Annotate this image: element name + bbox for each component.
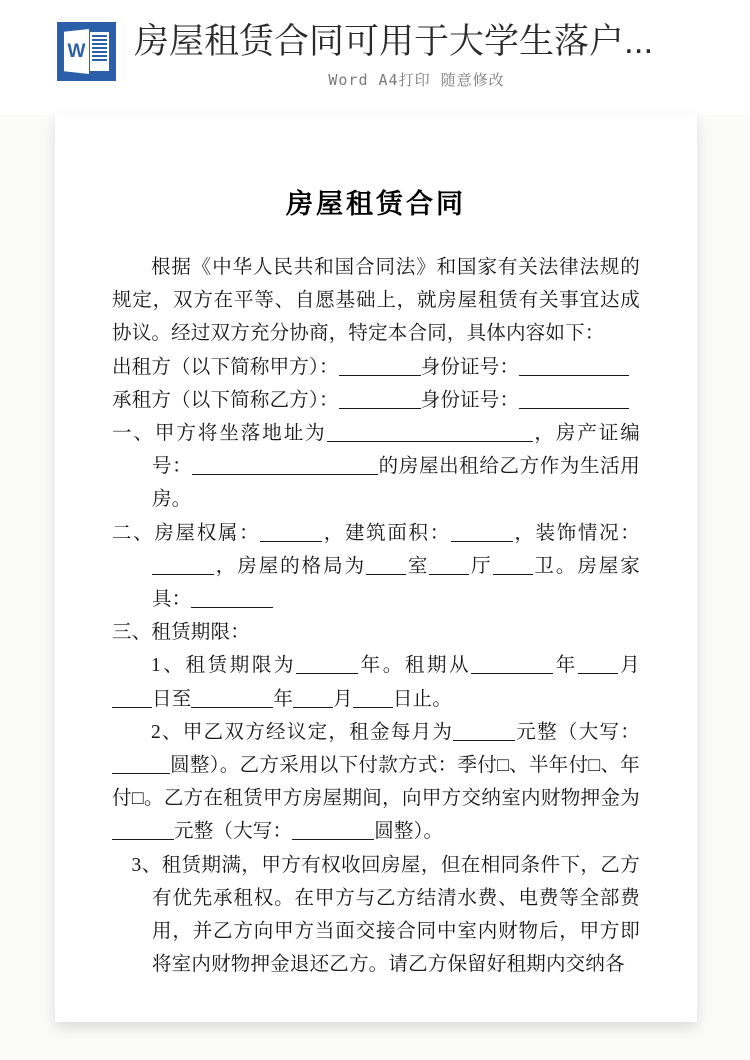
item-1-text-b: 年。租期从 bbox=[358, 655, 472, 677]
start-day-blank[interactable] bbox=[112, 690, 152, 708]
property-certificate-blank[interactable] bbox=[192, 457, 378, 475]
paragraph-clause-2 bbox=[112, 517, 640, 617]
lessee-label: 承租方（以下简称乙方）： bbox=[112, 389, 339, 411]
halls-blank[interactable] bbox=[429, 557, 469, 575]
paragraph-preamble bbox=[112, 251, 640, 351]
item-2-text-a: 2、甲乙双方经议定，租金每月为 bbox=[151, 721, 454, 743]
item-3-text: 3、租赁期满，甲方有权收回房屋，但在相同条件下，乙方有优先承租权。在甲方与乙方结清水费、电费等全部费用，并乙方向甲方当面交接合同中室内财物后，甲方即将室内财物押金退还乙方。请乙方保留好租期内交纳各 bbox=[131, 854, 640, 976]
property-address-blank[interactable] bbox=[327, 424, 533, 442]
item-1-text-g: 月 bbox=[333, 688, 353, 710]
item-2-text-b: 元整（大写： bbox=[515, 721, 640, 743]
header-text-block bbox=[134, 22, 699, 90]
item-1-text-d: 月 bbox=[617, 655, 641, 677]
item-2-text-g: 元整（大写： bbox=[174, 821, 293, 843]
paragraph-lessor bbox=[112, 351, 640, 384]
paragraph-item-1 bbox=[112, 649, 640, 715]
end-year-blank[interactable] bbox=[191, 690, 273, 708]
annual-payment-checkbox[interactable]: □ bbox=[131, 788, 144, 810]
rooms-blank[interactable] bbox=[366, 557, 406, 575]
lessee-name-blank[interactable] bbox=[339, 391, 421, 409]
clause-1-text-b: ，房产证编号： bbox=[151, 423, 640, 478]
word-icon-line bbox=[92, 55, 107, 57]
quarterly-payment-checkbox[interactable]: □ bbox=[497, 755, 510, 777]
clause-2-text-f: 厅 bbox=[469, 555, 493, 577]
lessor-id-label: 身份证号： bbox=[420, 356, 520, 378]
page-subtitle: Word A4打印 随意修改 bbox=[328, 71, 505, 89]
word-icon-line bbox=[92, 35, 107, 37]
preamble-text: 根据《中华人民共和国合同法》和国家有关法律法规的规定，双方在平等、自愿基础上，就房屋租赁有关事宜达成协议。经过双方充分协商，特定本合同，具体内容如下： bbox=[112, 257, 640, 345]
bathrooms-blank[interactable] bbox=[493, 557, 533, 575]
clause-2-text-a: 二、房屋权属： bbox=[112, 522, 261, 544]
document-title-text: 房屋租赁合同 bbox=[286, 189, 466, 220]
start-month-blank[interactable] bbox=[578, 656, 618, 674]
item-2-text-d: 、半年付 bbox=[509, 755, 589, 777]
end-day-blank[interactable] bbox=[353, 690, 393, 708]
document-title bbox=[112, 185, 640, 225]
clause-3-title-text: 三、租赁期限： bbox=[112, 622, 250, 644]
ownership-blank[interactable] bbox=[260, 524, 322, 542]
clause-2-text-c: ，装饰情况： bbox=[512, 522, 640, 544]
deposit-amount-blank[interactable] bbox=[112, 822, 174, 840]
item-2-text-c: 圆整）。乙方采用以下付款方式：季付 bbox=[170, 755, 498, 777]
word-icon-text-lines bbox=[90, 32, 109, 71]
floor-area-blank[interactable] bbox=[451, 524, 513, 542]
clause-1-text-a: 一、甲方将坐落地址为 bbox=[112, 423, 327, 445]
header-row bbox=[57, 22, 699, 90]
clause-2-text-e: 室 bbox=[406, 555, 430, 577]
word-icon-line bbox=[92, 43, 107, 45]
item-2-text-e: 、年付 bbox=[112, 755, 641, 810]
word-icon-line bbox=[92, 59, 107, 61]
lease-term-years-blank[interactable] bbox=[296, 656, 358, 674]
word-icon-letter: W bbox=[67, 41, 86, 62]
word-icon-line bbox=[92, 39, 107, 41]
furniture-blank[interactable] bbox=[191, 590, 273, 608]
clause-2-text-b: ，建筑面积： bbox=[322, 522, 451, 544]
paragraph-clause-3-title bbox=[112, 616, 640, 649]
paragraph-clause-1 bbox=[112, 417, 640, 517]
item-2-text-f: 。乙方在租赁甲方房屋期间，向甲方交纳室内财物押金为 bbox=[143, 788, 640, 810]
document-page bbox=[55, 115, 697, 1022]
decoration-blank[interactable] bbox=[152, 557, 214, 575]
document-body bbox=[112, 185, 640, 981]
monthly-rent-blank[interactable] bbox=[453, 723, 515, 741]
lessor-id-blank[interactable] bbox=[519, 358, 629, 376]
word-icon-line bbox=[92, 47, 107, 49]
microsoft-word-icon bbox=[57, 22, 116, 81]
paragraph-item-3 bbox=[112, 849, 640, 982]
lessee-id-blank[interactable] bbox=[519, 391, 629, 409]
lessee-id-label: 身份证号： bbox=[420, 389, 520, 411]
paragraph-item-2 bbox=[112, 716, 640, 849]
item-1-text-a: 1、租赁期限为 bbox=[151, 655, 297, 677]
monthly-rent-words-blank[interactable] bbox=[112, 756, 170, 774]
lessor-name-blank[interactable] bbox=[339, 358, 421, 376]
item-1-text-h: 日止。 bbox=[392, 688, 452, 710]
clause-2-text-d: ，房屋的格局为 bbox=[213, 555, 367, 577]
end-month-blank[interactable] bbox=[293, 690, 333, 708]
item-1-text-f: 年 bbox=[273, 688, 294, 710]
item-2-text-h: 圆整）。 bbox=[374, 821, 444, 843]
semiannual-payment-checkbox[interactable]: □ bbox=[588, 755, 601, 777]
paragraph-lessee bbox=[112, 384, 640, 417]
deposit-words-blank[interactable] bbox=[292, 822, 374, 840]
item-1-text-c: 年 bbox=[553, 655, 578, 677]
word-icon-line bbox=[92, 51, 107, 53]
clause-2-text-g: 卫。房屋家具： bbox=[151, 555, 641, 611]
page-header bbox=[0, 0, 750, 115]
page-title: 房屋租赁合同可用于大学生落户... bbox=[134, 22, 654, 61]
lessor-label: 出租方（以下简称甲方）： bbox=[112, 356, 339, 378]
clause-1-text-c: 的房屋出租给乙方作为生活用房。 bbox=[151, 456, 640, 511]
start-year-blank[interactable] bbox=[471, 656, 553, 674]
item-1-text-e: 日至 bbox=[152, 688, 192, 710]
